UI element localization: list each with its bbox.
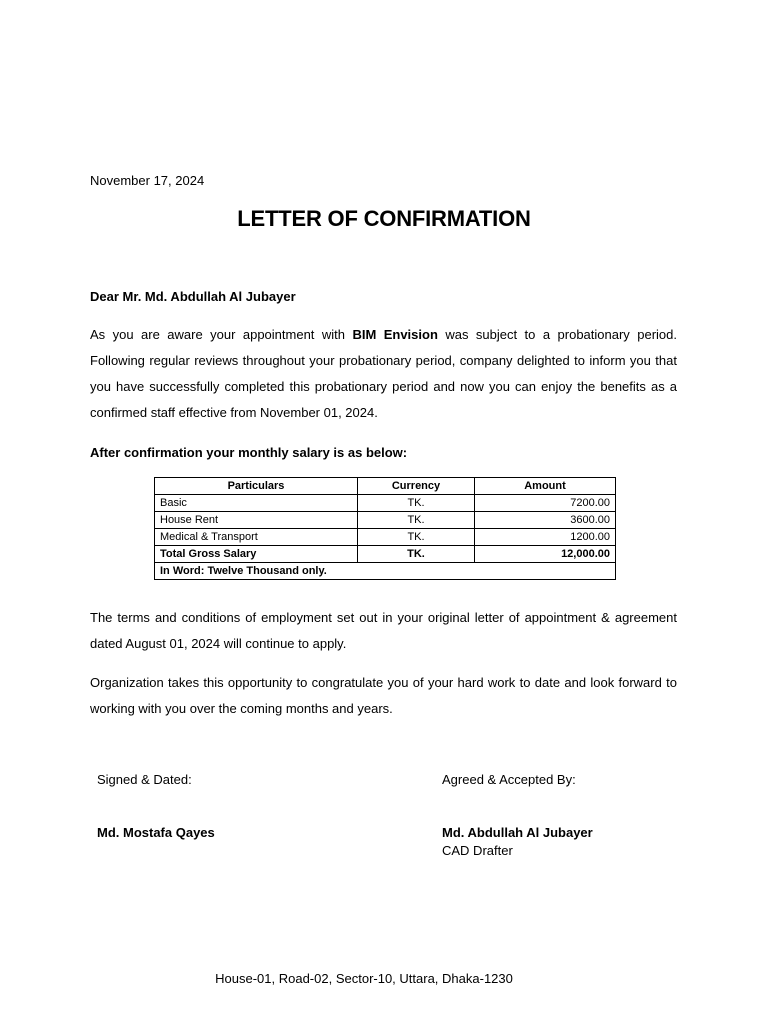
- row-particular: Medical & Transport: [155, 529, 358, 546]
- row-amount: 3600.00: [475, 512, 616, 529]
- table-row: [155, 512, 616, 529]
- employee-name: Md. Abdullah Al Jubayer: [442, 825, 593, 840]
- employee-role: CAD Drafter: [442, 843, 513, 858]
- signatory-name: Md. Mostafa Qayes: [97, 825, 215, 840]
- paragraph-probation: [90, 322, 677, 426]
- total-currency: TK.: [358, 546, 475, 563]
- row-currency: TK.: [358, 512, 475, 529]
- table-row: [155, 529, 616, 546]
- total-row: [155, 546, 616, 563]
- letter-date: November 17, 2024: [90, 173, 205, 188]
- paragraph-probation-body: was subject to a probationary period. Following regular reviews throughout your probationary period, company delighted to inform you that you have successfully completed this probationary period and now you can enjoy the benefits as a confirmed staff effective from November 01, 2024.: [90, 327, 677, 420]
- in-word-text: In Word: Twelve Thousand only.: [155, 563, 616, 580]
- paragraph-congratulations: Organization takes this opportunity to congratulate you of your hard work to date and look forward to working with you over the coming months and years.: [90, 675, 677, 716]
- row-amount: 1200.00: [475, 529, 616, 546]
- letter-title: LETTER OF CONFIRMATION: [237, 206, 531, 231]
- company-name: BIM Envision: [352, 327, 438, 342]
- header-currency: Currency: [358, 478, 475, 495]
- total-particular: Total Gross Salary: [155, 546, 358, 563]
- row-currency: TK.: [358, 495, 475, 512]
- header-particulars: Particulars: [155, 478, 358, 495]
- table-row: [155, 495, 616, 512]
- footer-address: House-01, Road-02, Sector-10, Uttara, Dhaka-1230: [215, 971, 513, 986]
- paragraph-terms: The terms and conditions of employment set out in your original letter of appointment & agreement dated August 01, 2024 will continue to apply.: [90, 610, 677, 651]
- signed-dated-label: Signed & Dated:: [97, 772, 192, 787]
- row-particular: House Rent: [155, 512, 358, 529]
- salutation: Dear Mr. Md. Abdullah Al Jubayer: [90, 289, 296, 304]
- row-amount: 7200.00: [475, 495, 616, 512]
- header-amount: Amount: [475, 478, 616, 495]
- agreed-accepted-label: Agreed & Accepted By:: [442, 772, 576, 787]
- row-particular: Basic: [155, 495, 358, 512]
- total-amount: 12,000.00: [475, 546, 616, 563]
- in-word-row: [155, 563, 616, 580]
- row-currency: TK.: [358, 529, 475, 546]
- table-header-row: [155, 478, 616, 495]
- salary-table: [154, 477, 616, 580]
- salary-heading: After confirmation your monthly salary is as below:: [90, 445, 408, 460]
- paragraph-probation-intro: As you are aware your appointment with: [90, 327, 353, 342]
